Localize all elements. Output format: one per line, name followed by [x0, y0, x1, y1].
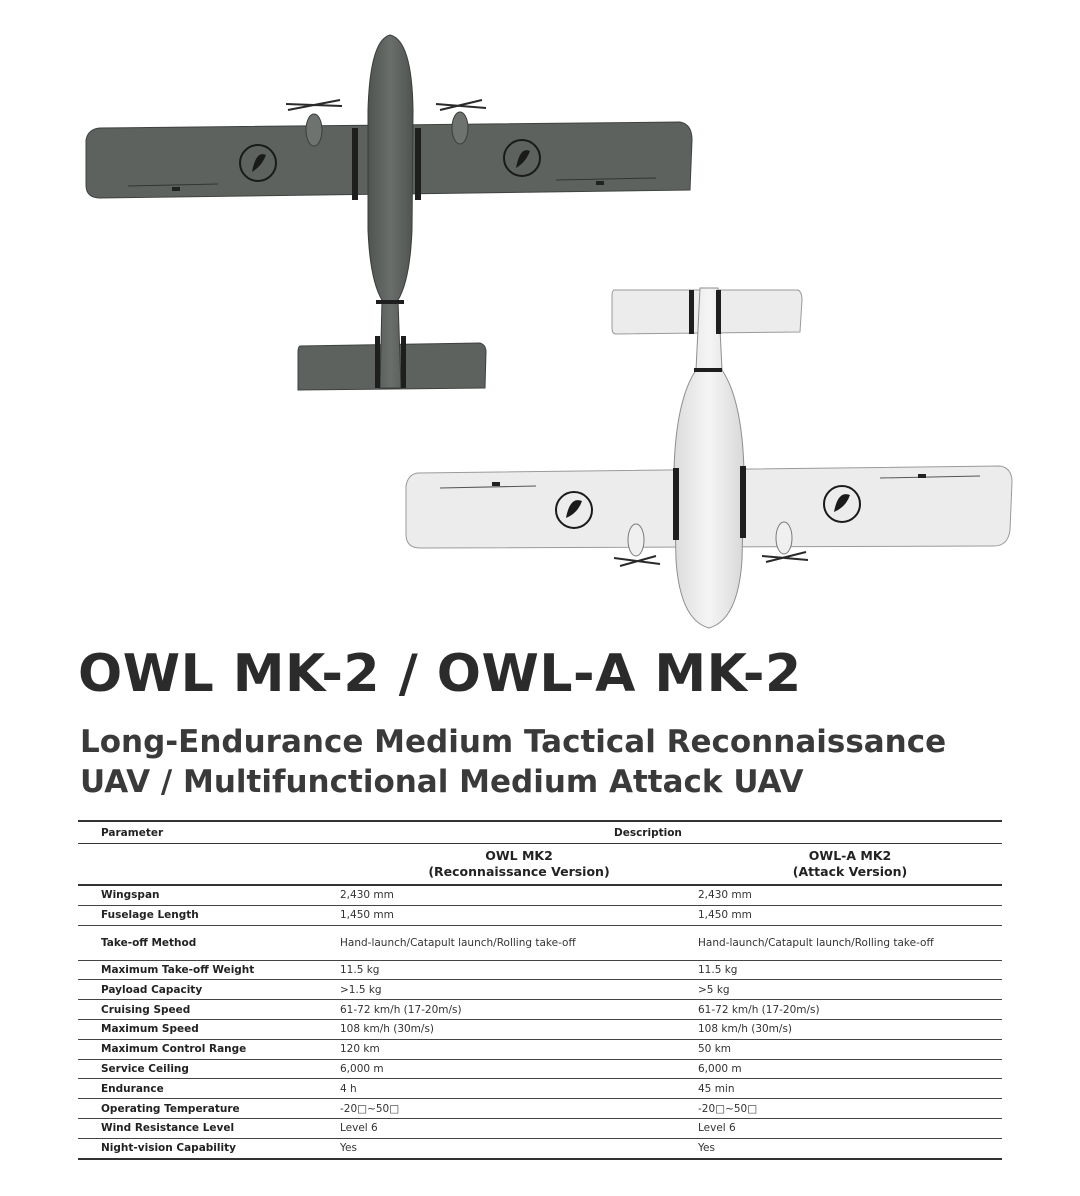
value-version-1: Level 6 — [340, 1118, 698, 1138]
parameter-name: Wind Resistance Level — [78, 1118, 340, 1138]
parameter-name: Fuselage Length — [78, 905, 340, 925]
version-2-sub: (Attack Version) — [792, 864, 908, 879]
parameter-name: Take-off Method — [78, 925, 340, 960]
value-version-2: 1,450 mm — [698, 905, 1002, 925]
value-version-1: Yes — [340, 1138, 698, 1158]
parameter-name: Maximum Take-off Weight — [78, 960, 340, 980]
parameter-name: Maximum Speed — [78, 1019, 340, 1039]
table-row — [78, 1138, 1002, 1158]
value-version-1: 2,430 mm — [340, 885, 698, 905]
table-row — [78, 960, 1002, 980]
parameter-name: Wingspan — [78, 885, 340, 905]
owl-a-mk2-aircraft — [406, 288, 1012, 628]
table-row — [78, 1059, 1002, 1079]
version-header-row — [78, 844, 1002, 886]
subtitle-line-1: Long-Endurance Medium Tactical Reconnaissance — [80, 724, 947, 760]
header-empty — [78, 844, 340, 886]
value-version-2: -20□~50□ — [698, 1099, 1002, 1119]
version-1-sub: (Reconnaissance Version) — [428, 864, 610, 879]
parameter-name: Service Ceiling — [78, 1059, 340, 1079]
parameter-name: Payload Capacity — [78, 980, 340, 1000]
value-version-2: 61-72 km/h (17-20m/s) — [698, 1000, 1002, 1020]
value-version-1: 1,450 mm — [340, 905, 698, 925]
version-1-name: OWL MK2 — [485, 848, 553, 863]
table-row — [78, 1118, 1002, 1138]
table-row — [78, 885, 1002, 905]
value-version-2: 108 km/h (30m/s) — [698, 1019, 1002, 1039]
value-version-2: Hand-launch/Catapult launch/Rolling take-off — [698, 925, 1002, 960]
value-version-2: 50 km — [698, 1039, 1002, 1059]
value-version-2: 11.5 kg — [698, 960, 1002, 980]
table-row — [78, 905, 1002, 925]
value-version-2: 2,430 mm — [698, 885, 1002, 905]
table-row — [78, 925, 1002, 960]
value-version-1: 61-72 km/h (17-20m/s) — [340, 1000, 698, 1020]
value-version-1: >1.5 kg — [340, 980, 698, 1000]
table-row — [78, 1039, 1002, 1059]
page-subtitle — [80, 722, 946, 802]
header-parameter: Parameter — [78, 821, 340, 844]
page-title: OWL MK-2 / OWL-A MK-2 — [78, 644, 802, 704]
value-version-1: -20□~50□ — [340, 1099, 698, 1119]
subtitle-line-2: UAV / Multifunctional Medium Attack UAV — [80, 764, 804, 800]
table-row — [78, 1000, 1002, 1020]
value-version-1: 108 km/h (30m/s) — [340, 1019, 698, 1039]
value-version-2: 45 min — [698, 1079, 1002, 1099]
value-version-2: Level 6 — [698, 1118, 1002, 1138]
header-description: Description — [340, 821, 1002, 844]
parameter-name: Maximum Control Range — [78, 1039, 340, 1059]
version-2-name: OWL-A MK2 — [808, 848, 892, 863]
value-version-2: Yes — [698, 1138, 1002, 1158]
owl-mk2-aircraft — [86, 35, 692, 390]
parameter-name: Endurance — [78, 1079, 340, 1099]
table-row — [78, 980, 1002, 1000]
parameter-name: Operating Temperature — [78, 1099, 340, 1119]
table-row — [78, 1019, 1002, 1039]
parameter-name: Night-vision Capability — [78, 1138, 340, 1158]
header-version-1 — [340, 844, 698, 886]
value-version-1: 6,000 m — [340, 1059, 698, 1079]
value-version-1: 4 h — [340, 1079, 698, 1099]
value-version-2: >5 kg — [698, 980, 1002, 1000]
specifications-table — [78, 820, 1002, 1160]
header-version-2 — [698, 844, 1002, 886]
value-version-2: 6,000 m — [698, 1059, 1002, 1079]
value-version-1: Hand-launch/Catapult launch/Rolling take-off — [340, 925, 698, 960]
value-version-1: 11.5 kg — [340, 960, 698, 980]
table-row — [78, 1079, 1002, 1099]
value-version-1: 120 km — [340, 1039, 698, 1059]
table-row — [78, 1099, 1002, 1119]
table-header-row — [78, 821, 1002, 844]
parameter-name: Cruising Speed — [78, 1000, 340, 1020]
